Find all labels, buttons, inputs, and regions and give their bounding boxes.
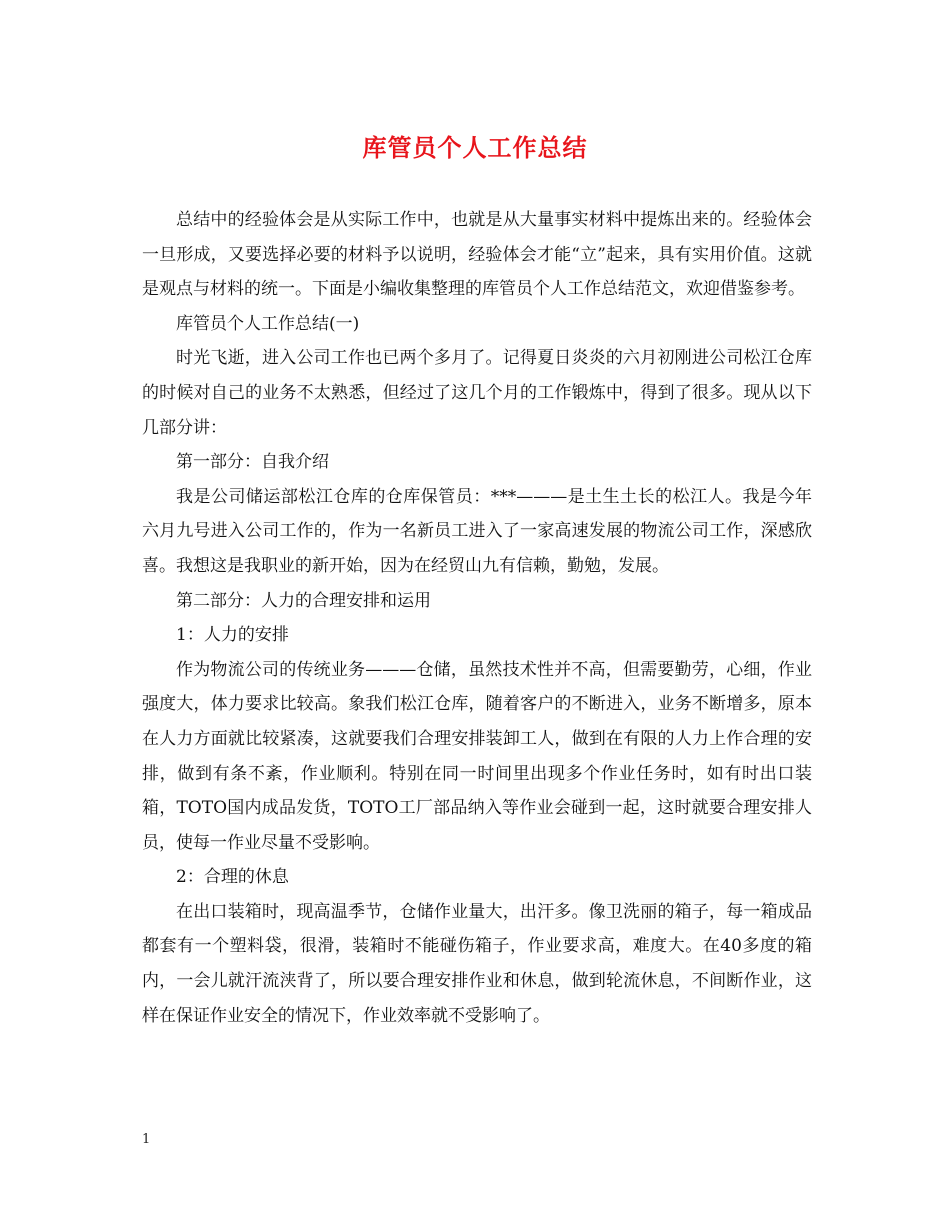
paragraph-intro: 总结中的经验体会是从实际工作中，也就是从大量事实材料中提炼出来的。经验体会一旦形成，又要选择必要的材料予以说明，经验体会才能“立”起来，具有实用价值。这就是观点与材料的统一。下面是小编收集整理的库管员个人工作总结范文，欢迎借鉴参考。 xyxy=(142,210,812,300)
paragraph: 我是公司储运部松江仓库的仓库保管员：***———是土生土长的松江人。我是今年六月九号进入公司工作的，作为一名新员工进入了一家高速发展的物流公司工作，深感欣喜。我想这是我职业的新开始，因为在经贸山九有信赖，勤勉，发展。 xyxy=(142,486,812,576)
paragraph-section-heading: 库管员个人工作总结(一) xyxy=(176,313,360,334)
paragraph-subheading: 1：人力的安排 xyxy=(176,625,289,646)
page-number: 1 xyxy=(142,1132,151,1147)
paragraph: 作为物流公司的传统业务———仓储，虽然技术性并不高，但需要勤劳，心细，作业强度大，体力要求比较高。象我们松江仓库，随着客户的不断进入，业务不断增多，原本在人力方面就比较紧凑，这就要我们合理安排装卸工人，做到在有限的人力上作合理的安排，做到有条不紊，作业顺利。特别在同一时间里出现多个作业任务时，如有时出口装箱，TOTO国内成品发货，TOTO工厂部品纳入等作业会碰到一起，这时就要合理安排人员，使每一作业尽量不受影响。 xyxy=(142,659,812,853)
document-body xyxy=(142,203,812,1033)
document-title: 库管员个人工作总结 xyxy=(362,133,588,162)
paragraph-subheading: 2：合理的休息 xyxy=(176,867,289,888)
paragraph: 时光飞逝，进入公司工作也已两个多月了。记得夏日炎炎的六月初刚进公司松江仓库的时候对自己的业务不太熟悉，但经过了这几个月的工作锻炼中，得到了很多。现从以下几部分讲： xyxy=(142,348,812,438)
paragraph-part-heading: 第一部分：自我介绍 xyxy=(176,452,329,473)
paragraph: 在出口装箱时，现高温季节，仓储作业量大，出汗多。像卫洗丽的箱子，每一箱成品都套有一个塑料袋，很滑，装箱时不能碰伤箱子，作业要求高，难度大。在40多度的箱内，一会儿就汗流浃背了，所以要合理安排作业和休息，做到轮流休息，不间断作业，这样在保证作业安全的情况下，作业效率就不受影响了。 xyxy=(142,901,812,1026)
paragraph-part-heading: 第二部分：人力的合理安排和运用 xyxy=(176,590,431,611)
